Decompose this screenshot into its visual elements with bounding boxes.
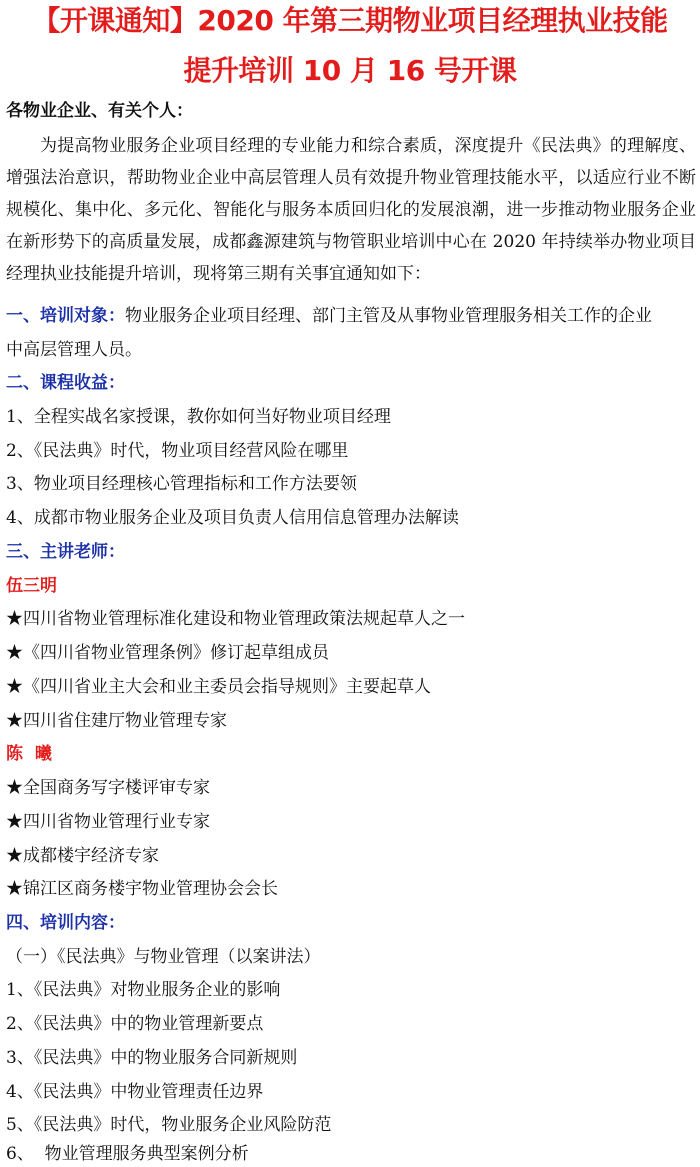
list-item: 5、《民法典》时代，物业服务企业风险防范: [6, 1115, 332, 1135]
teacher-credential: ★成都楼宇经济专家: [6, 846, 159, 866]
section-1-heading: 一、培训对象：: [6, 306, 125, 326]
teacher-credential: ★全国商务写字楼评审专家: [6, 778, 210, 798]
greeting: 各物业企业、有关个人：: [6, 101, 193, 121]
list-item: 1、全程实战名家授课，教你如何当好物业项目经理: [6, 407, 391, 427]
teacher-credential: ★《四川省业主大会和业主委员会指导规则》主要起草人: [6, 677, 431, 697]
teacher-name: 陈 曦: [6, 744, 52, 764]
list-item: 3、物业项目经理核心管理指标和工作方法要领: [6, 474, 357, 494]
teacher-credential: ★四川省物业管理标准化建设和物业管理政策法规起草人之一: [6, 609, 465, 629]
section-2-heading: 二、课程收益：: [6, 373, 125, 393]
list-item: 4、成都市物业服务企业及项目负责人信用信息管理办法解读: [6, 508, 459, 528]
list-item: 3、《民法典》中的物业服务合同新规则: [6, 1048, 298, 1068]
list-item: 1、《民法典》对物业服务企业的影响: [6, 980, 281, 1000]
notice-title-line-1: 【开课通知】2020 年第三期物业项目经理执业技能: [32, 4, 668, 37]
notice-title-line-2: 提升培训 10 月 16 号开课: [183, 54, 517, 87]
list-item: 2、《民法典》时代，物业项目经营风险在哪里: [6, 441, 349, 461]
list-item: 2、《民法典》中的物业管理新要点: [6, 1014, 264, 1034]
section-1-text-a: 物业服务企业项目经理、部门主管及从事物业管理服务相关工作的企业: [125, 306, 652, 326]
teacher-name: 伍三明: [6, 576, 57, 596]
intro-paragraph: 为提高物业服务企业项目经理的专业能力和综合素质，深度提升《民法典》的理解度、增强法治意识，帮助物业企业中高层管理人员有效提升物业管理技能水平，以适应行业不断规模化、集中化、多元化、智能化与服务本质回归化的发展浪潮，进一步推动物业服务企业在新形势下的高质量发展，成都鑫源建筑与物管职业培训中心在 2020 年持续举办物业项目经理执业技能提升培训，现将第三期有关事宜通知如下：: [6, 136, 696, 284]
teacher-credential: ★锦江区商务楼宇物业管理协会会长: [6, 879, 278, 899]
section-1-text-b: 中高层管理人员。: [6, 340, 142, 360]
teacher-credential: ★《四川省物业管理条例》修订起草组成员: [6, 643, 329, 663]
section-3-heading: 三、主讲老师：: [6, 542, 125, 562]
section-4-heading: 四、培训内容：: [6, 913, 125, 933]
teacher-credential: ★四川省物业管理行业专家: [6, 812, 210, 832]
section-1-line-1: [6, 305, 696, 327]
list-item: 6、 物业管理服务典型案例分析: [6, 1144, 249, 1164]
list-item: 4、《民法典》中物业管理责任边界: [6, 1082, 264, 1102]
section-4-subheading: （一）《民法典》与物业管理（以案讲法）: [6, 947, 321, 967]
teacher-credential: ★四川省住建厅物业管理专家: [6, 711, 227, 731]
